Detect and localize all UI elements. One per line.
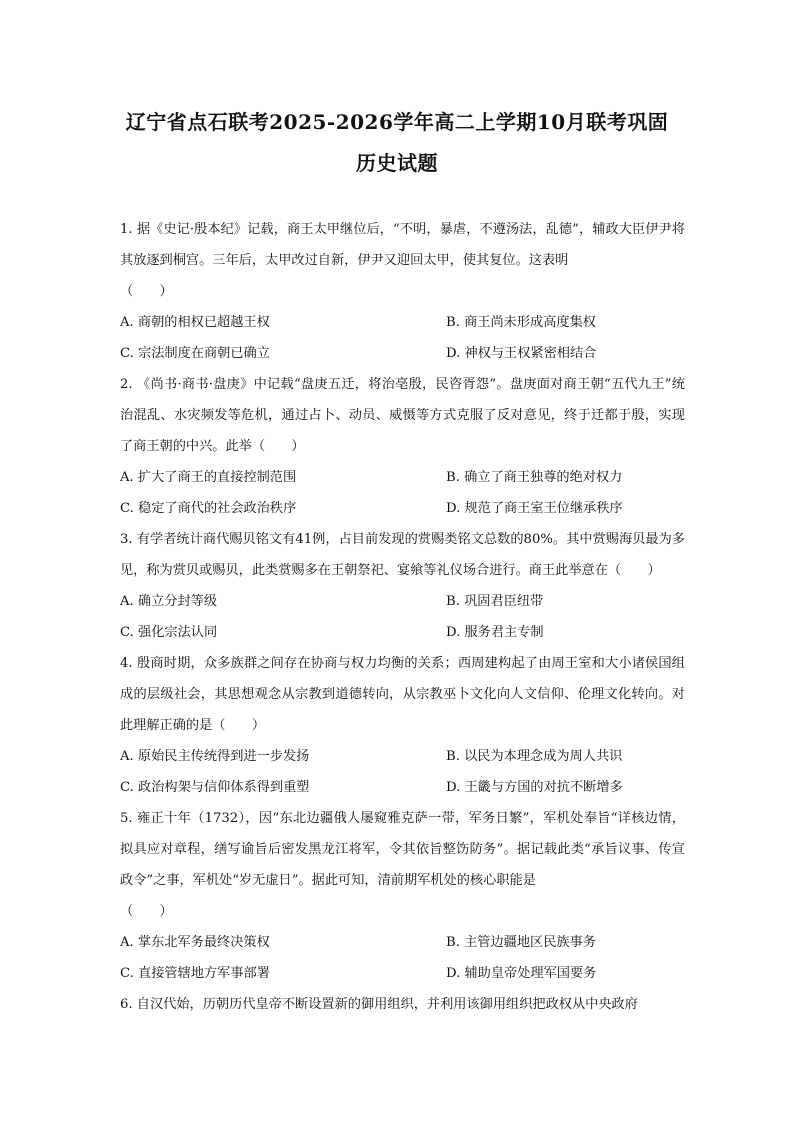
option-b: B. 主管边疆地区民族事务 <box>446 935 596 950</box>
question-3 <box>120 524 685 648</box>
option-b: B. 以民为本理念成为周人共识 <box>446 749 623 764</box>
question-stem: 6. 自汉代始，历朝历代皇帝不断设置新的御用组织，并利用该御用组织把政权从中央政府 <box>120 997 638 1012</box>
question-5 <box>120 803 685 989</box>
options <box>120 462 685 524</box>
option-d: D. 服务君主专制 <box>446 625 544 640</box>
answer-blank: （ ） <box>120 904 173 919</box>
options <box>120 307 685 369</box>
option-c: C. 宗法制度在商朝已确立 <box>120 346 270 361</box>
option-a: A. 商朝的相权已超越王权 <box>120 315 270 330</box>
option-c: C. 强化宗法认同 <box>120 625 218 640</box>
options <box>120 586 685 648</box>
question-stem: 2. 《尚书·商书·盘庚》中记载“盘庚五迁，将治亳殷，民咨胥怨”。盘庚面对商王朝“五代九王”统治混乱、水灾频发等危机，通过占卜、动员、威慑等方式克服了反对意见，终于迁都于殷，实现了商王朝的中兴。此举（ ） <box>120 377 685 454</box>
question-stem: 3. 有学者统计商代赐贝铭文有41例，占目前发现的赏赐类铭文总数的80%。其中赏赐海贝最为多见，称为赏贝或赐贝，此类赏赐多在王朝祭祀、宴飨等礼仪场合进行。商王此举意在（ ） <box>120 532 685 578</box>
option-b: B. 巩固君臣纽带 <box>446 594 544 609</box>
option-c: C. 直接管辖地方军事部署 <box>120 966 270 981</box>
options <box>120 741 685 803</box>
option-b: B. 确立了商王独尊的绝对权力 <box>446 470 623 485</box>
question-list <box>120 214 685 1020</box>
answer-blank: （ ） <box>120 284 173 299</box>
question-stem: 5. 雍正十年（1732），因“东北边疆俄人屡窥雅克萨一带，军务日繁”，军机处奉旨“详核边情，拟具应对章程，缮写谕旨后密发黑龙江将军，令其依旨整饬防务”。据记载此类“承旨议事、传宣政令”之事，军机处“岁无虚日”。据此可知，清前期军机处的核心职能是 <box>120 811 685 888</box>
option-c: C. 稳定了商代的社会政治秩序 <box>120 501 297 516</box>
question-2 <box>120 369 685 524</box>
document-title: 辽宁省点石联考2025-2026学年高二上学期10月联考巩固 <box>125 110 669 134</box>
option-c: C. 政治构架与信仰体系得到重塑 <box>120 780 310 795</box>
option-b: B. 商王尚未形成高度集权 <box>446 315 596 330</box>
question-4 <box>120 648 685 803</box>
option-d: D. 规范了商王室王位继承秩序 <box>446 501 623 516</box>
option-a: A. 原始民主传统得到进一步发扬 <box>120 749 310 764</box>
question-6 <box>120 989 685 1020</box>
option-d: D. 王畿与方国的对抗不断增多 <box>446 780 623 795</box>
option-a: A. 确立分封等级 <box>120 594 218 609</box>
option-d: D. 神权与王权紧密相结合 <box>446 346 597 361</box>
question-1 <box>120 214 685 369</box>
question-stem: 4. 殷商时期，众多族群之间存在协商与权力均衡的关系；西周建构起了由周王室和大小诸侯国组成的层级社会，其思想观念从宗教到道德转向，从宗教巫卜文化向人文信仰、伦理文化转向。对此理解正确的是（ ） <box>120 656 685 733</box>
options <box>120 927 685 989</box>
option-a: A. 扩大了商王的直接控制范围 <box>120 470 297 485</box>
document-subtitle: 历史试题 <box>356 151 438 175</box>
question-stem: 1. 据《史记·殷本纪》记载，商王太甲继位后，“不明，暴虐，不遵汤法，乱德”，辅政大臣伊尹将其放逐到桐宫。三年后，太甲改过自新，伊尹又迎回太甲，使其复位。这表明 <box>120 222 685 268</box>
option-d: D. 辅助皇帝处理军国要务 <box>446 966 597 981</box>
option-a: A. 掌东北军务最终决策权 <box>120 935 270 950</box>
